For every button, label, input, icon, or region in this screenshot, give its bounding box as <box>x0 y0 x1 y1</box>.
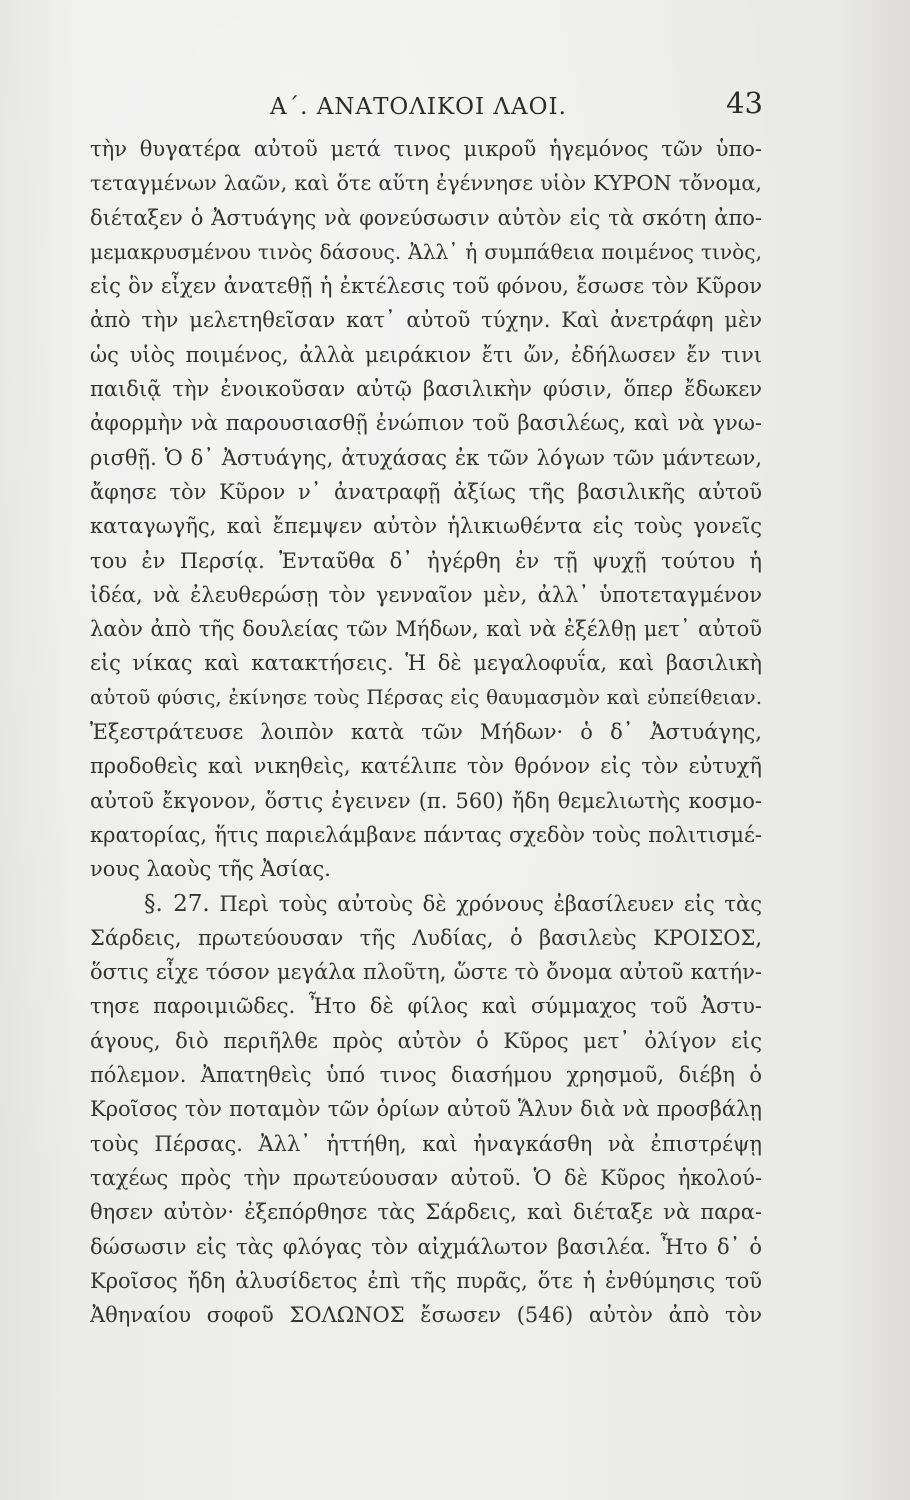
text-line: Κροῖσος τὸν ποταμὸν τῶν ὁρίων αὐτοῦ Ἅλυν διὰ νὰ προσβάλῃ <box>90 1097 762 1122</box>
text-line: αὐτοῦ ἔκγονον, ὅστις ἐγεινεν (π. 560) ἤδη θεμελιωτὴς κοσμο- <box>90 788 762 813</box>
text-line: άγους, διὸ περιῆλθε πρὸς αὐτὸν ὁ Κῦρος μετ᾽ ὀλίγον εἰς <box>90 1028 762 1053</box>
show-through-shadow <box>80 30 840 90</box>
text-line: νους λαοὺς τῆς Ἀσίας. <box>90 857 331 882</box>
text-line: κρατορίας, ἥτις παριελάμβανε πάντας σχεδὸν τοὺς πολιτισμέ- <box>90 822 762 847</box>
text-line: τὴν θυγατέρα αὐτοῦ μετά τινος μικροῦ ἡγεμόνος τῶν ὑπο- <box>90 137 762 161</box>
text-line: ἰδέα, νὰ ἐλευθερώσῃ τὸν γενναῖον μὲν, ἀλλ᾽ ὑποτεταγμένον <box>90 582 762 607</box>
text-line: προδοθεὶς καὶ νικηθεὶς, κατέλιπε τὸν θρόνον εἰς τὸν εὐτυχῆ <box>90 754 762 779</box>
text-line: μεμακρυσμένου τινὸς δάσους. Ἀλλ᾽ ἡ συμπάθεια ποιμένος τινὸς, <box>90 239 762 264</box>
text-line: λαὸν ἀπὸ τῆς δουλείας τῶν Μήδων, καὶ νὰ ἐξέλθῃ μετ᾽ αὐτοῦ <box>90 617 762 642</box>
text-line: εἰς ὃν εἶχεν ἀνατεθῇ ἡ ἐκτέλεσις τοῦ φόνου, ἔσωσε τὸν Κῦρον <box>90 274 762 299</box>
body-text <box>90 132 762 1332</box>
text-line: ἀπὸ τὴν μελετηθεῖσαν κατ᾽ αὐτοῦ τύχην. Καὶ ἀνετράφη μὲν <box>90 308 762 333</box>
text-line: αὐτοῦ φύσις, ἐκίνησε τοὺς Πέρσας εἰς θαυμασμὸν καὶ εὐπείθειαν. <box>90 685 762 709</box>
text-line: Κροῖσος ἤδη ἀλυσίδετος ἐπὶ τῆς πυρᾶς, ὅτε ἡ ἐνθύμησις τοῦ <box>90 1268 762 1293</box>
text-line: πόλεμον. Ἀπατηθεὶς ὑπό τινος διασήμου χρησμοῦ, διέβη ὁ <box>90 1063 762 1088</box>
text-line: ὅστις εἶχε τόσον μεγάλα πλοῦτη, ὥστε τὸ ὄνομα αὐτοῦ κατήν- <box>90 960 762 985</box>
text-line: τησε παροιμιῶδες. Ἦτο δὲ φίλος καὶ σύμμαχος τοῦ Ἀστυ- <box>90 994 762 1019</box>
section-27-heading-line <box>90 887 762 921</box>
page-header <box>0 84 910 124</box>
text-line: τοὺς Πέρσας. Ἀλλ᾽ ἡττήθη, καὶ ἠναγκάσθη νὰ ἐπιστρέψῃ <box>90 1131 762 1156</box>
text-line: ἀφορμὴν νὰ παρουσιασθῇ ἐνώπιον τοῦ βασιλέως, καὶ νὰ γνω- <box>90 411 762 436</box>
text-line: Ἐξεστράτευσε λοιπὸν κατὰ τῶν Μήδων· ὁ δ᾽ Ἀστυάγης, <box>90 720 762 745</box>
text-line: ρισθῇ. Ὁ δ᾽ Ἀστυάγης, ἀτυχάσας ἐκ τῶν λόγων τῶν μάντεων, <box>90 445 762 470</box>
section-mark: §. 27. <box>144 890 210 917</box>
text-line: θησεν αὐτὸν· ἐξεπόρθησε τὰς Σάρδεις, καὶ διέταξε νὰ παρα- <box>90 1200 762 1225</box>
text-line: παιδιᾷ τὴν ἐνοικοῦσαν αὐτῷ βασιλικὴν φύσιν, ὅπερ ἔδωκεν <box>90 377 762 402</box>
text-line: τεταγμένων λαῶν, καὶ ὅτε αὕτη ἐγέννησε υἱὸν ΚΥΡΟΝ τὄνομα, <box>90 171 762 196</box>
running-head: Α΄. ΑΝΑΤΟΛΙΚΟΙ ΛΑΟΙ. <box>270 94 567 120</box>
text-line: ταχέως πρὸς τὴν πρωτεύουσαν αὐτοῦ. Ὁ δὲ Κῦρος ἠκολού- <box>90 1165 762 1190</box>
text-line: δώσωσιν εἰς τὰς φλόγας τὸν αἰχμάλωτον βασιλέα. Ἦτο δ᾽ ὁ <box>90 1234 762 1259</box>
text-line: εἰς νίκας καὶ κατακτήσεις. Ἡ δὲ μεγαλοφυΐα, καὶ βασιλικὴ <box>90 651 762 676</box>
page-number: 43 <box>726 86 763 120</box>
text-line: διέταξεν ὁ Ἀστυάγης νὰ φονεύσωσιν αὐτὸν εἰς τὰ σκότη ἀπο- <box>90 205 762 230</box>
text-line: Ἀθηναίου σοφοῦ ΣΟΛΩΝΟΣ ἔσωσεν (546) αὐτὸν ἀπὸ τὸν <box>90 1303 762 1328</box>
text-line: καταγωγῆς, καὶ ἔπεμψεν αὐτὸν ἡλικιωθέντα εἰς τοὺς γονεῖς <box>90 514 762 539</box>
text-line: ὡς υἱὸς ποιμένος, ἀλλὰ μειράκιον ἔτι ὤν, ἐδήλωσεν ἔν τινι <box>90 342 762 367</box>
section-first-line-text: Περὶ τοὺς αὐτοὺς δὲ χρόνους ἐβασίλευεν εἰς τὰς <box>219 891 762 916</box>
text-line: Σάρδεις, πρωτεύουσαν τῆς Λυδίας, ὁ βασιλεὺς ΚΡΟΙΣΟΣ, <box>90 925 762 950</box>
text-line: του ἐν Περσίᾳ. Ἐνταῦθα δ᾽ ἠγέρθη ἐν τῇ ψυχῇ τούτου ἡ <box>90 548 762 573</box>
text-line: ἄφησε τὸν Κῦρον ν᾽ ἀνατραφῇ ἀξίως τῆς βασιλικῆς αὐτοῦ <box>90 479 762 504</box>
